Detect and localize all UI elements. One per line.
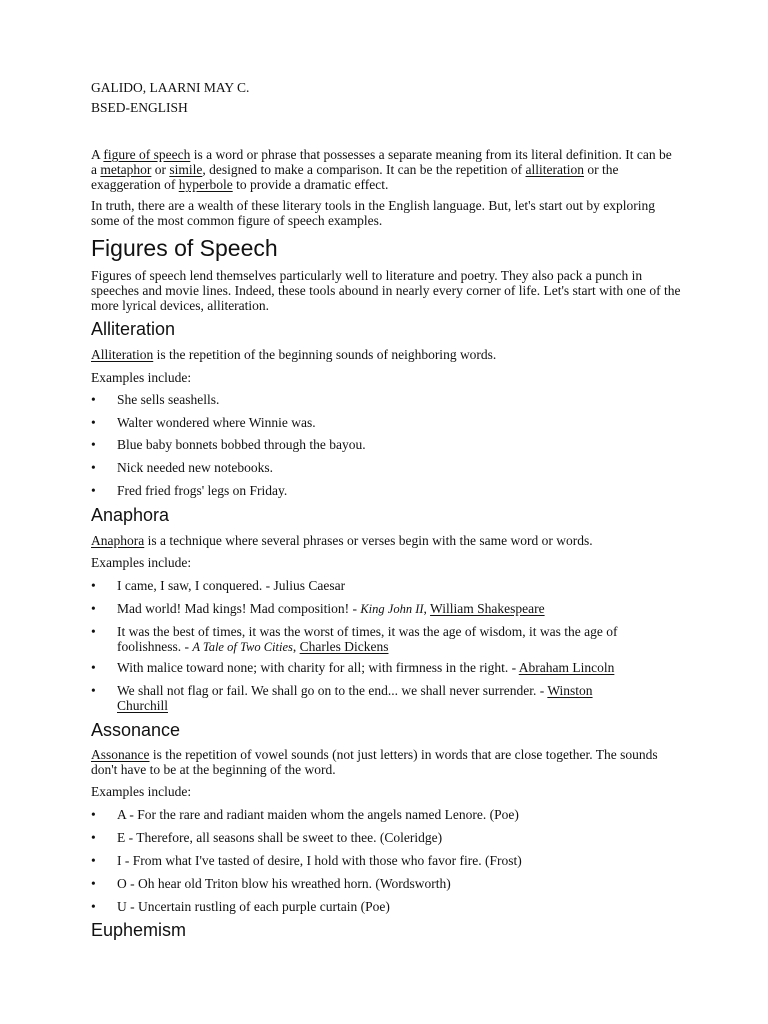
figures-paragraph: Figures of speech lend themselves particularly well to literature and poetry. They also pack a punch in speeches and movie lines. Indeed, these tools abound in nearly every corner of life. Let's start with one of the more lyrical devices, alliteration.: [91, 268, 681, 313]
alliteration-term-link[interactable]: Alliteration: [91, 347, 154, 362]
student-course: BSED-ENGLISH: [91, 100, 188, 115]
assonance-term-link[interactable]: Assonance: [91, 747, 150, 762]
alliteration-link[interactable]: alliteration: [525, 162, 584, 177]
abraham-lincoln-link[interactable]: Abraham Lincoln: [518, 660, 615, 675]
section-title-anaphora: Anaphora: [91, 505, 170, 525]
hyperbole-link[interactable]: hyperbole: [178, 177, 233, 192]
alliteration-examples-label: Examples include:: [91, 370, 192, 385]
alliteration-definition: Alliteration is the repetition of the beginning sounds of neighboring words.: [91, 347, 497, 362]
charles-dickens-link[interactable]: Charles Dickens: [299, 639, 389, 654]
section-title-assonance: Assonance: [91, 720, 181, 740]
simile-link[interactable]: simile: [169, 162, 203, 177]
section-title-alliteration: Alliteration: [91, 319, 176, 339]
winston-churchill-link-cont[interactable]: Churchill: [117, 698, 168, 713]
student-name: GALIDO, LAARNI MAY C.: [91, 80, 250, 95]
section-title-figures-of-speech: Figures of Speech: [91, 235, 278, 261]
intro-paragraph-2: In truth, there are a wealth of these literary tools in the English language. But, let's start out by exploring some of the most common figure of speech examples.: [91, 198, 656, 228]
winston-churchill-link[interactable]: Winston: [547, 683, 593, 698]
anaphora-definition: Anaphora is a technique where several phrases or verses begin with the same word or words.: [91, 533, 593, 548]
anaphora-examples-label: Examples include:: [91, 555, 192, 570]
metaphor-link[interactable]: metaphor: [100, 162, 152, 177]
intro-paragraph: A figure of speech is a word or phrase that possesses a separate meaning from its literal definition. It can be a metaphor or simile, designed to make a comparison. It can be the repetition of alliteration or the exaggeration of hyperbole to provide a dramatic effect.: [91, 147, 672, 192]
assonance-examples-label: Examples include:: [91, 784, 192, 799]
figure-of-speech-link[interactable]: figure of speech: [103, 147, 191, 162]
section-title-euphemism: Euphemism: [91, 920, 187, 940]
anaphora-term-link[interactable]: Anaphora: [91, 533, 145, 548]
document-page: GALIDO, LAARNI MAY C. BSED-ENGLISH A figure of speech is a word or phrase that possesses a separate meaning from its literal definition. It can be a metaphor or simile, designed to make a comparison. It can be the repetition of alliteration or the exaggeration of hyperbole to provide a dramatic effect. In truth, there are a wealth of these literary tools in the English language. But, let's start out by exploring some of the most common figure of speech examples. Figures of Speech Figures of speech lend themselves particularly well to literature and poetry. They also pack a punch in speeches and movie lines. Indeed, these tools abound in nearly every corner of life. Let's start with one of the more lyrical devices, alliteration. Alliteration Alliteration is the repetition of the beginning sounds of neighboring words. Examples include: • She sells seashells. • Walter wondered where Winnie was. • Blue baby bonnets bobbed through the bayou. • Nick needed new notebooks. • Fred fried frogs' legs on Friday. Anaphora Anaphora is a technique where several phrases or verses begin with the same word or words. Examples include: • I came, I saw, I conquered. - Julius Caesar • Mad world! Mad kings! Mad composition! - King John II, William Shakespeare • It was the best of times, it was the worst of times, it was the age of wisdom, it was the age of foolishness. - A Tale of Two Cities, Charles Dickens • With malice toward none; with charity for all; with firmness in the right. - Abraham Lincoln • We shall not flag or fail. We shall go on to the end... we shall never surrender. - Winston Churchill Assonance Assonance is the repetition of vowel sounds (not just letters) in words that are close together. The sounds don't have to be at the beginning of the word. Examples include: • A - For the rare and radiant maiden whom the angels named Lenore. (Poe) • E - Therefore, all seasons shall be sweet to thee. (Coleridge) • I - From what I've tasted of desire, I hold with those who favor fire. (Frost) • O - Oh hear old Triton blow his wreathed horn. (Wordsworth) • U - Uncertain rustling of each purple curtain (Poe) Euphemism: [91, 80, 681, 940]
assonance-definition: Assonance is the repetition of vowel sounds (not just letters) in words that are close together. The sounds don't have to be at the beginning of the word.: [91, 747, 658, 777]
william-shakespeare-link[interactable]: William Shakespeare: [430, 601, 545, 616]
